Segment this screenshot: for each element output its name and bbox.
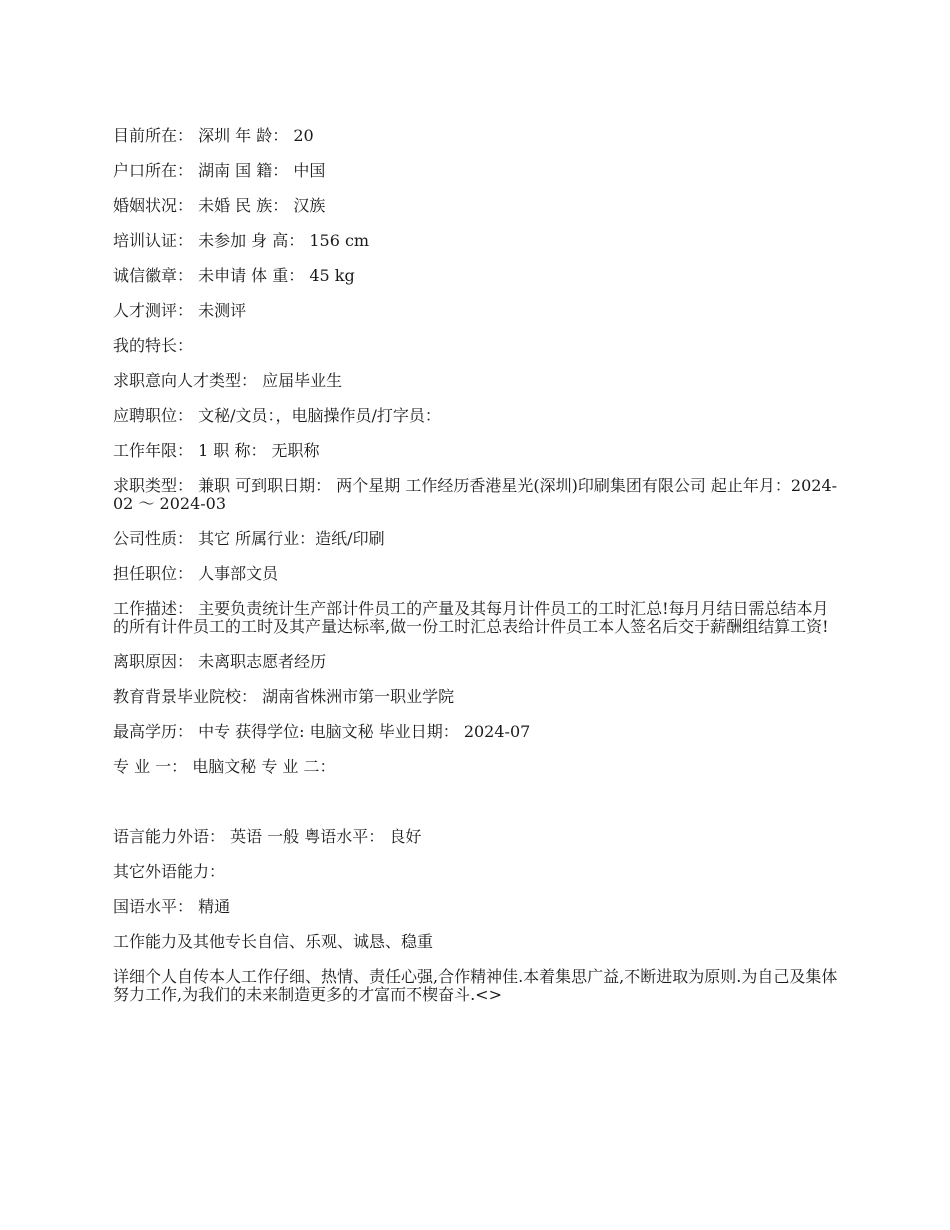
other-language-line: 其它外语能力：: [113, 862, 226, 881]
specialty-line: 我的特长：: [113, 336, 194, 355]
company-nature-line: 公司性质： 其它 所属行业：造纸/印刷: [113, 529, 385, 548]
abilities-line: 工作能力及其他专长自信、乐观、诚恳、稳重: [113, 932, 434, 951]
training-height-line: 培训认证： 未参加 身 高： 156 cm: [113, 231, 370, 250]
job-type-experience-line: 求职类型： 兼职 可到职日期： 两个星期 工作经历香港星光(深圳)印刷集团有限公司 起止年月：2024-02 ～ 2024-03: [113, 476, 838, 513]
mandarin-level-line: 国语水平： 精通: [113, 897, 231, 916]
hukou-nationality-line: 户口所在： 湖南 国 籍： 中国: [113, 161, 326, 180]
leaving-reason-line: 离职原因： 未离职志愿者经历: [113, 652, 327, 671]
assessment-line: 人才测评： 未测评: [113, 301, 247, 320]
education-school-line: 教育背景毕业院校： 湖南省株洲市第一职业学院: [113, 687, 455, 706]
degree-line: 最高学历： 中专 获得学位: 电脑文秘 毕业日期： 2024-07: [113, 722, 531, 741]
work-years-title-line: 工作年限： 1 职 称： 无职称: [113, 441, 320, 460]
talent-type-line: 求职意向人才类型： 应届毕业生: [113, 371, 343, 390]
job-description-line: 工作描述： 主要负责统计生产部计件员工的产量及其每月计件员工的工时汇总!每月月结日需总结本月的所有计件员工的工时及其产量达标率,做一份工时汇总表给计件员工本人签名后交于薪酬组结算工资!: [113, 599, 829, 636]
major-line: 专 业 一： 电脑文秘 专 业 二：: [113, 757, 336, 776]
marital-ethnicity-line: 婚姻状况： 未婚 民 族： 汉族: [113, 196, 326, 215]
applied-position-line: 应聘职位： 文秘/文员：，电脑操作员/打字员：: [113, 406, 441, 425]
position-held-line: 担任职位： 人事部文员: [113, 564, 279, 583]
badge-weight-line: 诚信徽章： 未申请 体 重： 45 kg: [113, 266, 355, 285]
location-age-line: 目前所在： 深圳 年 龄： 20: [113, 126, 314, 145]
language-ability-line: 语言能力外语： 英语 一般 粤语水平： 良好: [113, 827, 422, 846]
autobiography-line: 详细个人自传本人工作仔细、热情、责任心强,合作精神佳.本着集思广益,不断进取为原则.为自己及集体努力工作,为我们的未来制造更多的才富而不楔奋斗.<>: [113, 967, 838, 1004]
resume-document: [113, 127, 838, 1021]
